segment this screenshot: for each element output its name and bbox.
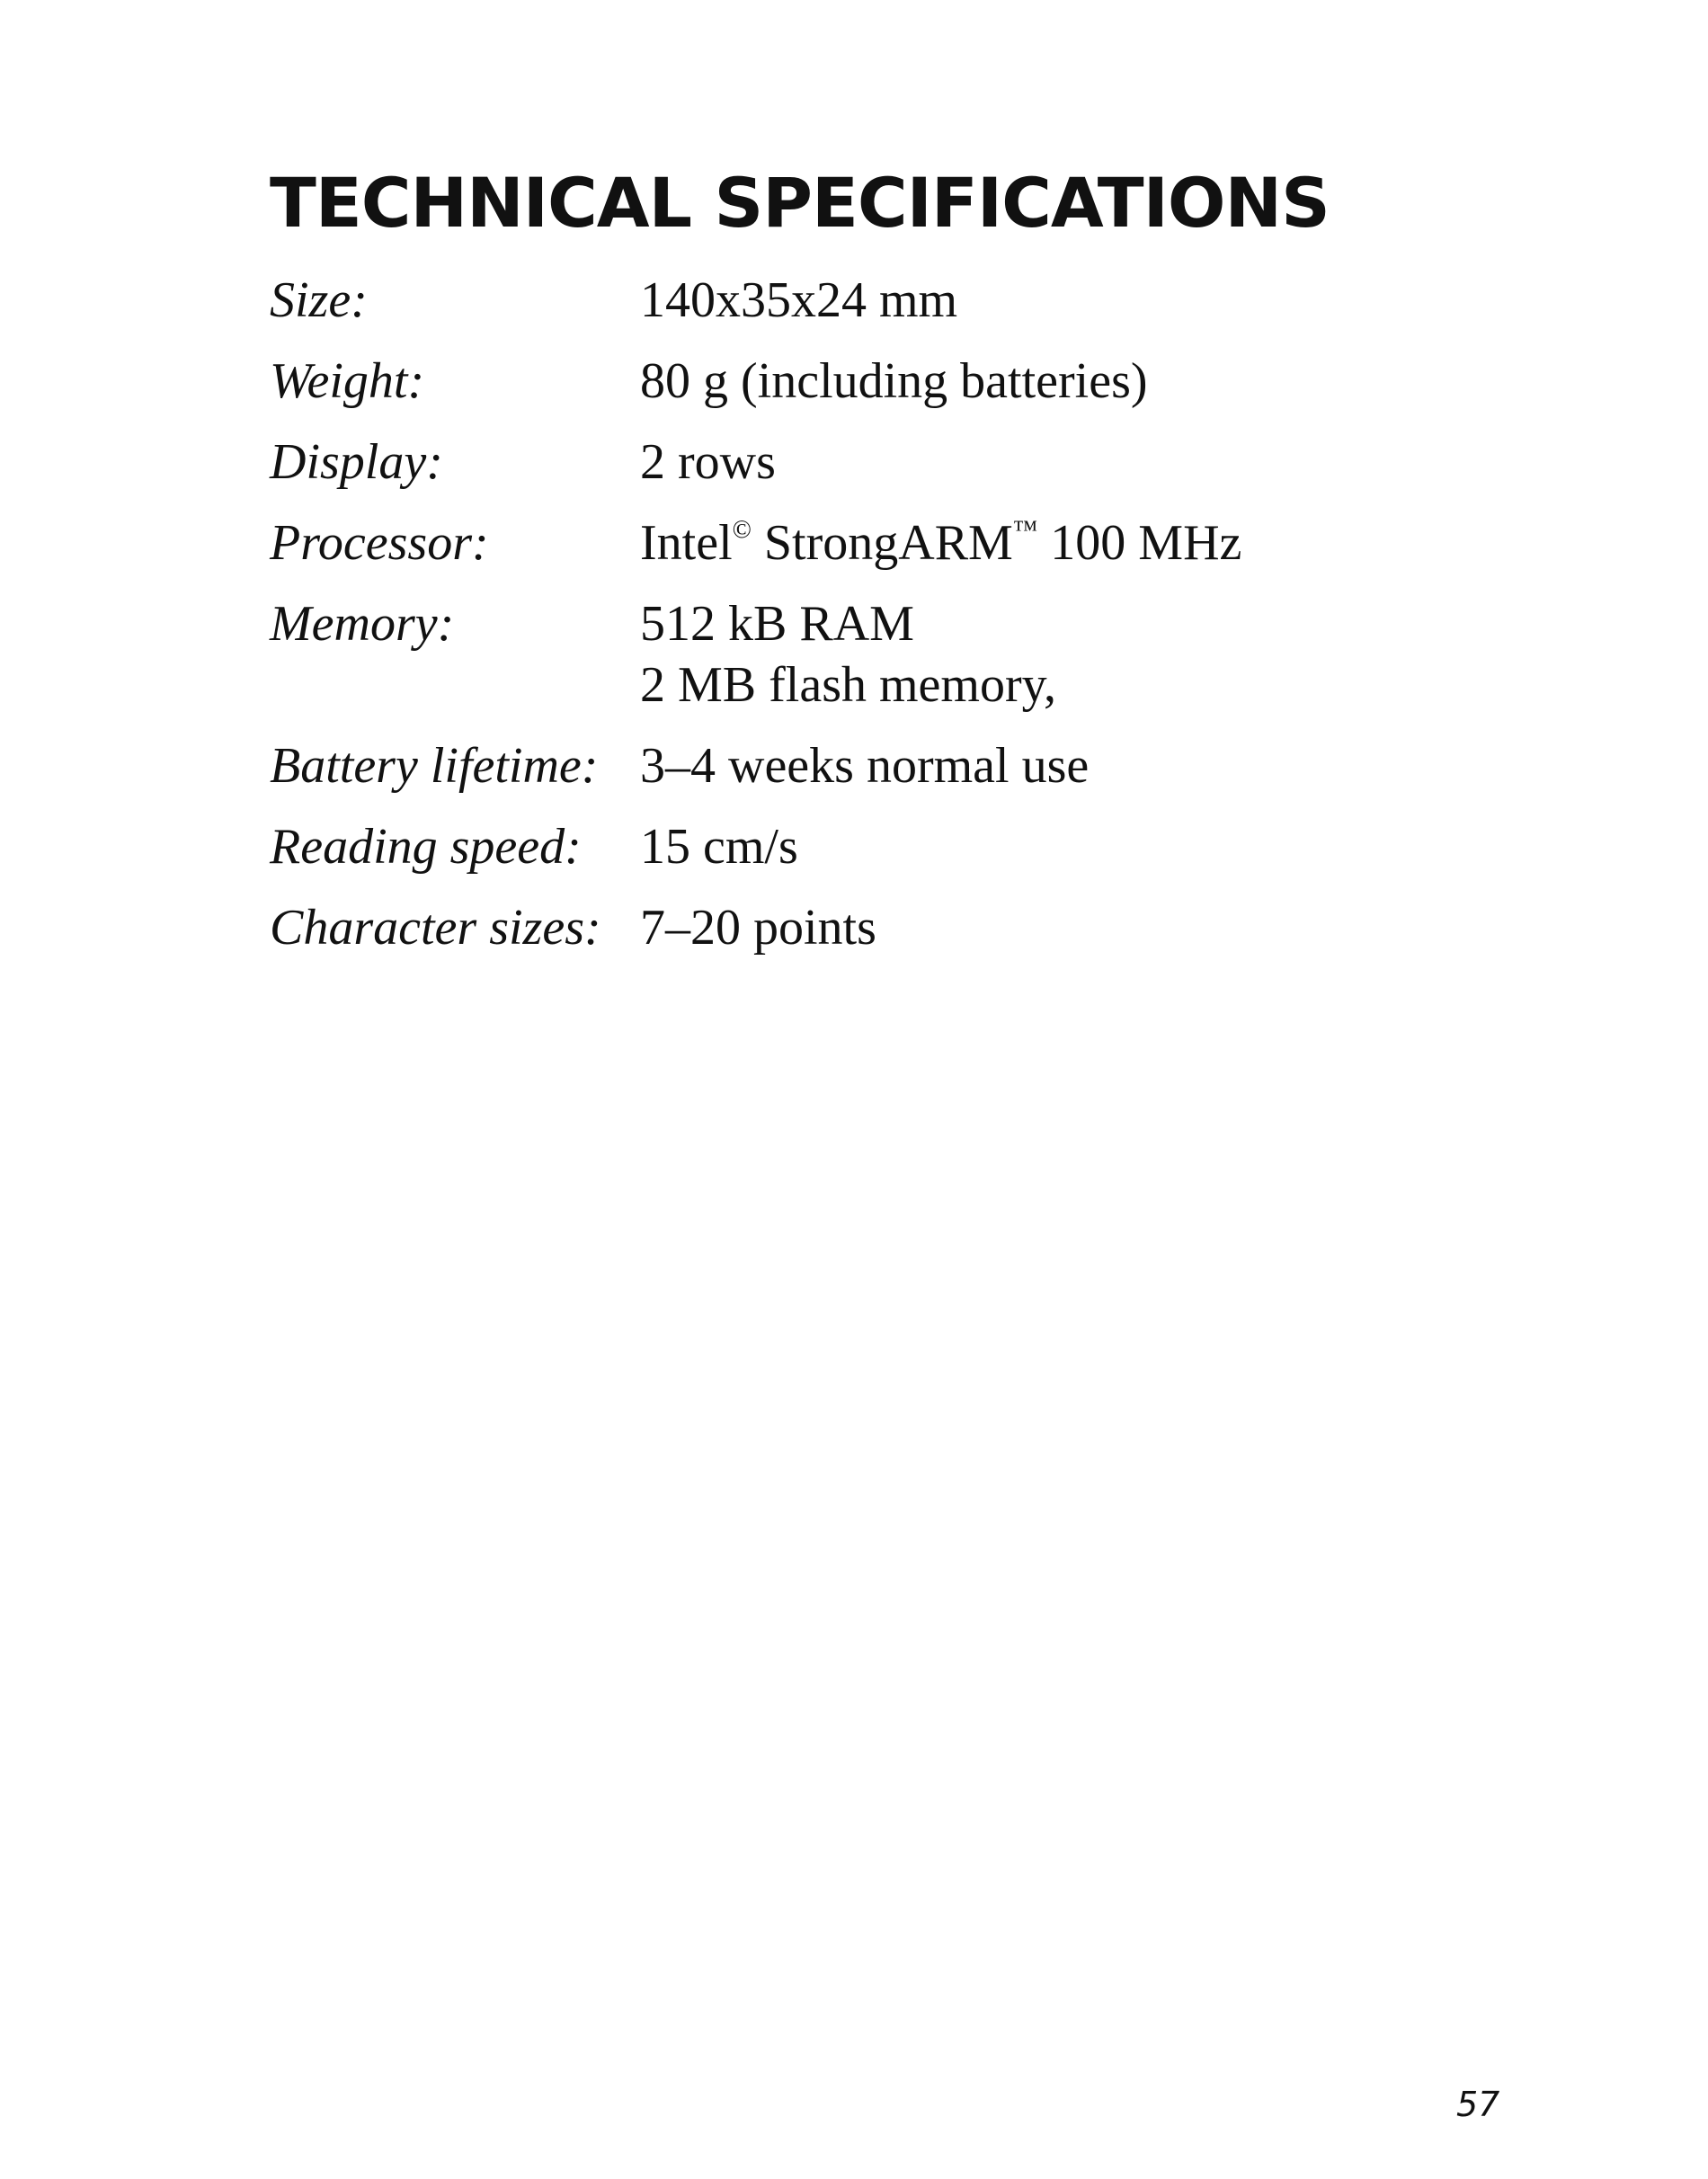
memory-flash-line: 2 MB flash memory,	[640, 657, 1056, 713]
spec-value	[640, 512, 1393, 574]
spec-label: Reading speed:	[270, 819, 582, 875]
processor-speed: 100 MHz	[1037, 515, 1242, 571]
page-number: 57	[1456, 2085, 1500, 2124]
spec-row-weight	[270, 351, 1393, 412]
spec-label: Processor:	[270, 515, 489, 571]
spec-value: 80 g (including batteries)	[640, 353, 1148, 409]
specifications-list	[270, 270, 1393, 958]
spec-label: Weight:	[270, 353, 425, 409]
spec-row-memory	[270, 593, 1393, 716]
spec-label: Character sizes:	[270, 900, 601, 956]
spec-row-reading-speed	[270, 816, 1393, 877]
spec-row-size	[270, 270, 1393, 331]
spec-label: Size:	[270, 272, 368, 328]
spec-value	[640, 593, 1393, 716]
memory-ram-line: 512 kB RAM	[640, 596, 914, 652]
spec-value: 3–4 weeks normal use	[640, 738, 1090, 794]
processor-brand: Intel	[640, 515, 733, 571]
spec-row-character-sizes	[270, 897, 1393, 958]
spec-value: 7–20 points	[640, 900, 876, 956]
spec-label: Battery lifetime:	[270, 738, 599, 794]
trademark-mark: ™	[1012, 516, 1038, 544]
processor-product: StrongARM	[751, 515, 1013, 571]
spec-value: 2 rows	[640, 434, 776, 490]
spec-label: Display:	[270, 434, 443, 490]
spec-label: Memory:	[270, 596, 455, 652]
spec-row-battery-lifetime	[270, 735, 1393, 796]
copyright-mark: ©	[732, 516, 752, 544]
spec-value: 140x35x24 mm	[640, 272, 958, 328]
spec-value: 15 cm/s	[640, 819, 798, 875]
page-title: TECHNICAL SPECIFICATIONS	[270, 163, 1330, 243]
spec-row-display	[270, 431, 1393, 493]
spec-row-processor	[270, 512, 1393, 574]
